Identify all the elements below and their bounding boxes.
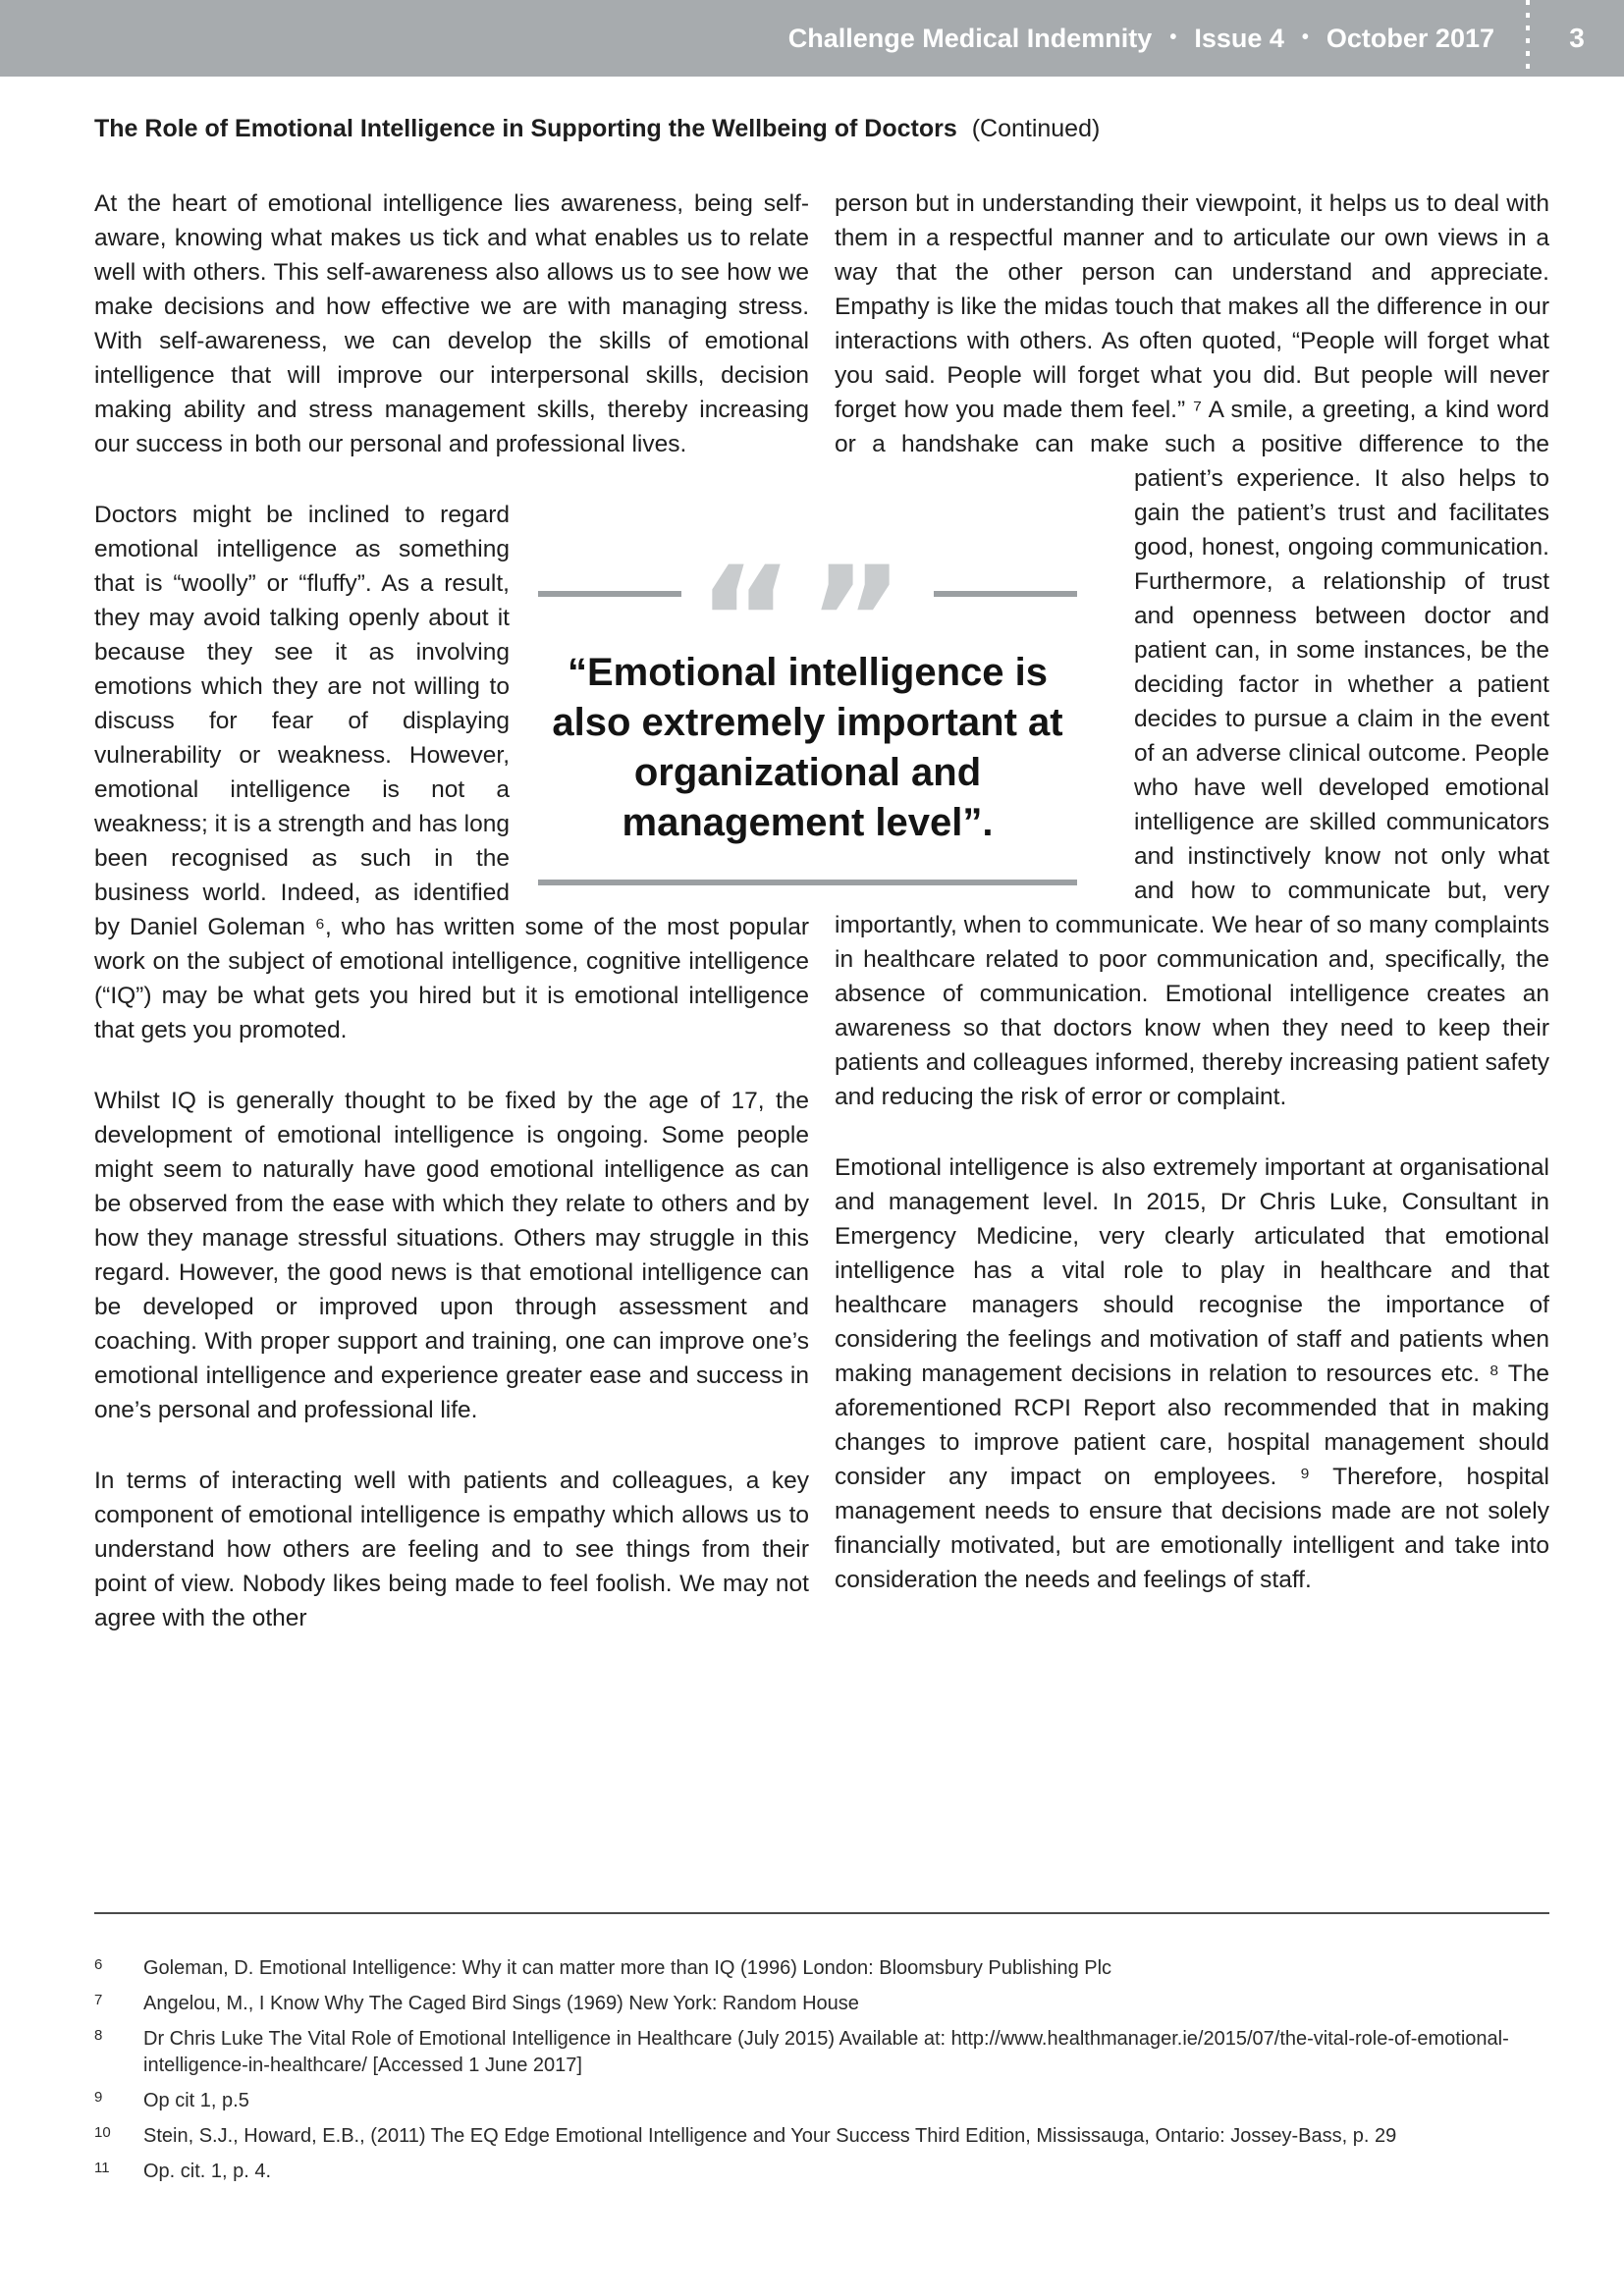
- footnote: [94, 1955, 1549, 1982]
- paragraph: person but in understanding their viewpoint, it helps us to deal with them in a respectful manner and to articulate our own views in a way that the other person can understand and appreciate. Empathy is like the midas touch that makes all the difference in our interactions with others. As often quoted, “People will forget what you said. People will forget what you did. But people will never forget how you made them feel.” ⁷ A smile, a greeting, a kind word or a handshake can make such a positive difference to the: [835, 190, 1549, 457]
- footnote-divider: [94, 1912, 1549, 1914]
- footnote: [94, 2026, 1549, 2079]
- pull-quote-text: “Emotional intelligence is also extremely important at organizational and management level”.: [552, 651, 1063, 844]
- footnote-number: 7: [94, 1992, 103, 2008]
- bullet-separator-icon: •: [1301, 26, 1309, 48]
- publication-name: Challenge Medical Indemnity: [787, 23, 1153, 53]
- footnote-text: Op. cit. 1, p. 4.: [143, 2161, 272, 2182]
- article-title: The Role of Emotional Intelligence in Supporting the Wellbeing of Doctors: [94, 115, 957, 142]
- paragraph: At the heart of emotional intelligence lies awareness, being self-aware, knowing what makes us tick and what enables us to relate well with others. This self-awareness also allows us to see how we make decisions and how effective we are with managing stress. With self-awareness, we can develop the skills of emotional intelligence that will improve our interpersonal skills, decision making ability and stress management skills, thereby increasing our success in both our personal and professional lives.: [94, 190, 809, 457]
- paragraph: Doctors might be inclined to regard emotional intelligence as something that is “woolly” or “fluffy”. As a result, they may avoid talking openly about it because they see it as involving emotions which they are not willing to discuss for fear of displaying vulnerability or weakness. However, emotional intelligence is not a weakness; it is a strength and has long been recognised as such in the business world. Indeed, as identified by Daniel Goleman ⁶, who has written some of the most popular work on the subject of emotional intelligence, cognitive intelligence (“IQ”) may be what gets you hired but it is emotional intelligence that gets you promoted.: [94, 502, 809, 1043]
- close-quote-icon: ”: [807, 536, 919, 707]
- accent-line: [934, 591, 1077, 597]
- footnote-number: 10: [94, 2124, 111, 2141]
- open-quote-icon: “: [696, 536, 808, 707]
- paragraph: In terms of interacting well with patients and colleagues, a key component of emotional intelligence is empathy which allows us to understand how others are feeling and to see things from their point of view. Nobody likes being made to feel foolish. We may not agree with the other: [94, 1468, 809, 1631]
- continued-label: (Continued): [971, 115, 1101, 142]
- accent-line: [538, 591, 681, 597]
- footnote: [94, 2088, 1549, 2114]
- issue-date: October 2017: [1326, 23, 1494, 53]
- paragraph: patient’s experience. It also helps to gain the patient’s trust and facilitates good, honest, ongoing communication. Furthermore, a relationship of trust and openness between doctor and patient can, in some instances, be the deciding factor in whether a patient decides to pursue a claim in the event of an adverse clinical outcome. People who have well developed emotional intelligence are skilled communicators and instinctively know not only what and how to communicate but, very importantly, when to communicate. We hear of so many complaints in healthcare related to poor communication and, specifically, the absence of communication. Emotional intelligence creates an awareness so that doctors know when they need to keep their patients and colleagues informed, thereby increasing patient safety and reducing the risk of error or complaint.: [835, 465, 1549, 1110]
- footnote: [94, 2123, 1549, 2150]
- paragraph: Emotional intelligence is also extremely important at organisational and management level. In 2015, Dr Chris Luke, Consultant in Emergency Medicine, very clearly articulated that emotional intelligence has a vital role to play in healthcare and that healthcare managers should recognise the importance of considering the feelings and motivation of staff and patients when making management decisions in relation to resources etc. ⁸ The aforementioned RCPI Report also recommended that in making changes to improve patient care, hospital management should consider any impact on employees. ⁹ Therefore, hospital management needs to ensure that decisions made are not solely financially motivated, but are emotionally intelligent and take into consideration the needs and feelings of staff.: [835, 1154, 1549, 1593]
- footnotes-section: [94, 1912, 1549, 2194]
- page-header: [0, 0, 1624, 77]
- footnote-number: 8: [94, 2027, 103, 2044]
- right-column: [835, 187, 1549, 1635]
- header-text: [788, 24, 1494, 54]
- footnote-number: 6: [94, 1956, 103, 1973]
- quotation-marks-icon: [696, 536, 919, 707]
- issue-label: Issue 4: [1194, 23, 1284, 53]
- bullet-separator-icon: •: [1169, 26, 1177, 48]
- article-body: [94, 187, 1549, 1635]
- article-title-row: [94, 114, 1549, 143]
- footnote: [94, 2159, 1549, 2185]
- footnote-text: Goleman, D. Emotional Intelligence: Why it can matter more than IQ (1996) London: Bloomsbury Publishing Plc: [143, 1957, 1112, 1979]
- left-column: [94, 187, 809, 1635]
- footnote-text: Stein, S.J., Howard, E.B., (2011) The EQ Edge Emotional Intelligence and Your Success Third Edition, Mississauga, Ontario: Jossey-Bass, p. 29: [143, 2125, 1397, 2147]
- footnote-text: Dr Chris Luke The Vital Role of Emotional Intelligence in Healthcare (July 2015) Available at: http://www.healthmanager.ie/2015/07/the-vital-role-of-emotional-intelligence-in-healthcare/ [Accessed 1 June 2017]: [143, 2028, 1509, 2076]
- footnote-text: Angelou, M., I Know Why The Caged Bird Sings (1969) New York: Random House: [143, 1993, 859, 2014]
- footnote-text: Op cit 1, p.5: [143, 2090, 249, 2111]
- pull-quote: [538, 536, 1077, 885]
- paragraph: Whilst IQ is generally thought to be fixed by the age of 17, the development of emotional intelligence is ongoing. Some people might seem to naturally have good emotional intelligence as can be observed from the ease with which they relate to others and by how they manage stressful situations. Others may struggle in this regard. However, the good news is that emotional intelligence can be developed or improved upon through assessment and coaching. With proper support and training, one can improve one’s emotional intelligence and experience greater ease and success in one’s personal and professional life.: [94, 1088, 809, 1423]
- footnote-number: 9: [94, 2089, 103, 2106]
- footnote: [94, 1991, 1549, 2017]
- page-number: 3: [1569, 23, 1585, 53]
- accent-line: [538, 880, 1077, 885]
- footnote-number: 11: [94, 2160, 110, 2176]
- pull-quote-header: [538, 536, 1077, 707]
